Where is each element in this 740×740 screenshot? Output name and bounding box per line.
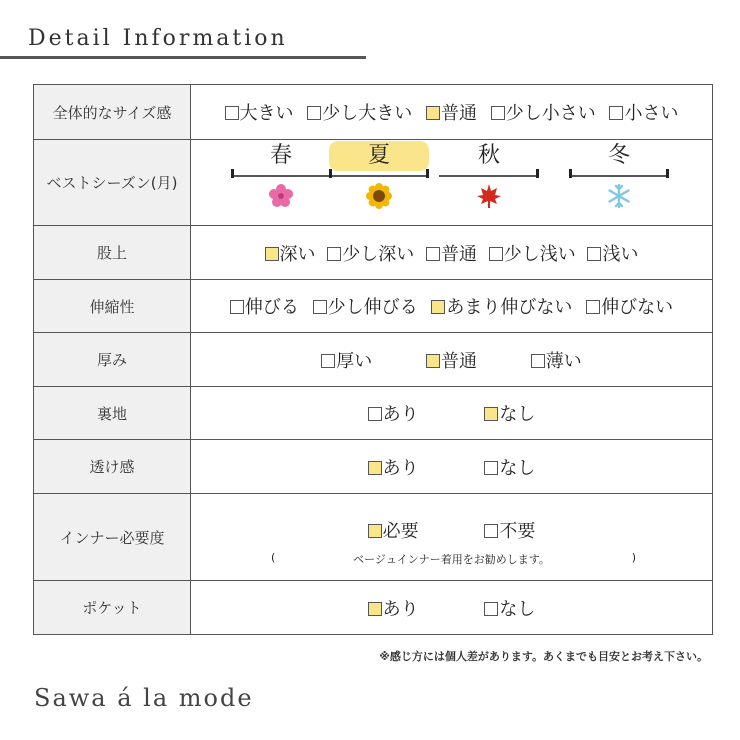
option-rise-normal: 普通 xyxy=(426,240,477,266)
sakura-icon xyxy=(268,183,294,209)
page-title: Detail Information xyxy=(28,26,288,51)
option-inner-not-required: 不要 xyxy=(484,517,535,543)
label-size: 全体的なサイズ感 xyxy=(34,85,191,140)
checkbox-icon xyxy=(307,106,321,120)
checkbox-icon xyxy=(484,602,498,616)
season-autumn: 秋 xyxy=(439,141,539,171)
label-thickness: 厚み xyxy=(34,333,191,387)
detail-table xyxy=(33,84,713,635)
checkbox-checked-icon xyxy=(368,524,382,538)
season-winter: 冬 xyxy=(569,141,669,171)
checkbox-checked-icon xyxy=(484,407,498,421)
row-size xyxy=(34,85,713,140)
option-size-large: 大きい xyxy=(225,99,294,125)
row-thickness xyxy=(34,333,713,387)
value-pocket xyxy=(191,581,713,635)
option-rise-shallow: 浅い xyxy=(587,240,638,266)
value-size xyxy=(191,85,713,140)
value-rise xyxy=(191,226,713,280)
checkbox-checked-icon xyxy=(426,354,440,368)
checkbox-checked-icon xyxy=(368,461,382,475)
row-season xyxy=(34,140,713,226)
inner-note: ( ベージュインナー着用をお勧めします。 ) xyxy=(271,551,636,566)
checkbox-icon xyxy=(225,106,239,120)
snowflake-icon xyxy=(606,183,632,209)
value-sheer xyxy=(191,440,713,494)
checkbox-icon xyxy=(426,247,440,261)
checkbox-checked-icon xyxy=(431,300,445,314)
option-size-slightly-large: 少し大きい xyxy=(307,99,412,125)
checkbox-icon xyxy=(609,106,623,120)
maple-leaf-icon xyxy=(476,183,502,209)
checkbox-icon xyxy=(531,354,545,368)
value-inner xyxy=(191,494,713,581)
option-rise-deep: 深い xyxy=(265,240,316,266)
option-thickness-normal: 普通 xyxy=(426,347,477,373)
season-scale xyxy=(191,141,712,225)
label-rise: 股上 xyxy=(34,226,191,280)
checkbox-icon xyxy=(321,354,335,368)
season-summer: 夏 xyxy=(329,141,429,171)
value-lining xyxy=(191,387,713,440)
checkbox-icon xyxy=(230,300,244,314)
row-sheer xyxy=(34,440,713,494)
title-underline xyxy=(0,56,366,59)
option-size-slightly-small: 少し小さい xyxy=(491,99,596,125)
option-stretch-slightly: 少し伸びる xyxy=(313,293,418,319)
checkbox-icon xyxy=(586,300,600,314)
label-sheer: 透け感 xyxy=(34,440,191,494)
option-rise-slightly-deep: 少し深い xyxy=(327,240,414,266)
checkbox-icon xyxy=(368,407,382,421)
checkbox-checked-icon xyxy=(265,247,279,261)
inner-note-text: ベージュインナー着用をお勧めします。 xyxy=(353,553,550,566)
footnote: ※感じ方には個人差があります。あくまでも目安とお考え下さい。 xyxy=(379,650,708,663)
brand-logo: Sawa á la mode xyxy=(34,684,254,712)
value-stretch xyxy=(191,280,713,333)
checkbox-icon xyxy=(484,524,498,538)
row-inner xyxy=(34,494,713,581)
season-spring: 春 xyxy=(231,141,331,171)
checkbox-checked-icon xyxy=(368,602,382,616)
row-rise xyxy=(34,226,713,280)
checkbox-icon xyxy=(491,106,505,120)
option-stretch-little: あまり伸びない xyxy=(431,293,572,319)
option-thickness-thin: 薄い xyxy=(531,347,582,373)
row-pocket xyxy=(34,581,713,635)
option-sheer-no: なし xyxy=(484,454,535,480)
sunflower-icon xyxy=(366,183,392,209)
option-thickness-thick: 厚い xyxy=(321,347,372,373)
option-stretch-none: 伸びない xyxy=(586,293,673,319)
label-lining: 裏地 xyxy=(34,387,191,440)
checkbox-icon xyxy=(489,247,503,261)
value-thickness xyxy=(191,333,713,387)
checkbox-icon xyxy=(484,461,498,475)
label-stretch: 伸縮性 xyxy=(34,280,191,333)
label-pocket: ポケット xyxy=(34,581,191,635)
label-inner: インナー必要度 xyxy=(34,494,191,581)
option-rise-slightly-shallow: 少し浅い xyxy=(489,240,576,266)
option-lining-yes: あり xyxy=(368,400,419,426)
label-season: ベストシーズン(月) xyxy=(34,140,191,226)
option-stretch-stretchy: 伸びる xyxy=(230,293,299,319)
checkbox-icon xyxy=(313,300,327,314)
option-pocket-yes: あり xyxy=(368,595,419,621)
checkbox-icon xyxy=(327,247,341,261)
option-pocket-no: なし xyxy=(484,595,535,621)
option-lining-no: なし xyxy=(484,400,535,426)
row-stretch xyxy=(34,280,713,333)
option-inner-required: 必要 xyxy=(368,517,419,543)
checkbox-icon xyxy=(587,247,601,261)
checkbox-checked-icon xyxy=(426,106,440,120)
option-size-small: 小さい xyxy=(609,99,678,125)
option-size-normal: 普通 xyxy=(426,99,477,125)
row-lining xyxy=(34,387,713,440)
option-sheer-yes: あり xyxy=(368,454,419,480)
value-season xyxy=(191,140,713,226)
